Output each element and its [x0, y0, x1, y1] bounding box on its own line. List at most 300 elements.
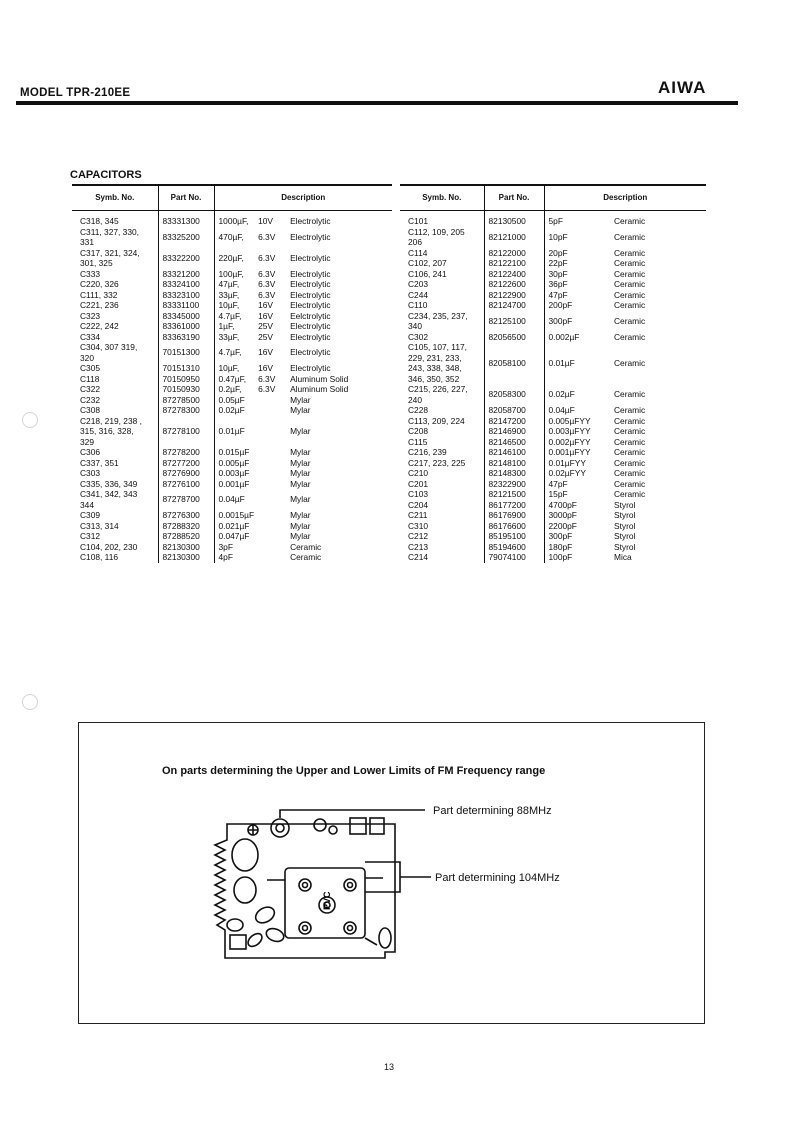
description-cell: 1000µF, [218, 216, 249, 226]
description-cell: 16V [258, 347, 273, 358]
table-row [72, 311, 392, 322]
description-cell: Electrolytic [290, 347, 331, 358]
trimmer-104mhz [299, 879, 311, 891]
description-cell: Mylar [290, 405, 311, 415]
table-row [400, 426, 706, 437]
description-cell: 16V [258, 310, 273, 321]
symbol-cell: C313, 314 [72, 521, 158, 532]
description-cell: 0.005µFYY [548, 415, 591, 426]
symbol-cell: C335, 336, 349 [72, 479, 158, 490]
table-row [72, 279, 392, 290]
symbol-cell: C311, 327, 330, 331 [72, 227, 158, 248]
description-cell: Ceramic [614, 258, 646, 268]
fm-box-title: On parts determining the Upper and Lower Limits of FM Frequency range [162, 765, 546, 777]
part-number-cell: 87278200 [158, 447, 214, 458]
description-cell: 0.02µF [548, 389, 575, 400]
description-cell: Ceramic [614, 489, 646, 499]
table-row [400, 227, 706, 248]
symbol-cell: C337, 351 [72, 458, 158, 469]
table-row [400, 500, 706, 511]
part-number-cell: 82121500 [484, 489, 544, 500]
page-number: 13 [384, 1062, 395, 1072]
description-cell: Ceramic [614, 426, 646, 436]
description-cell: 25V [258, 331, 273, 342]
symbol-cell: C118 [72, 374, 158, 385]
part-number-cell: 83361000 [158, 321, 214, 332]
description-cell: 6.3V [258, 231, 276, 242]
description-cell: Electrolytic [290, 231, 331, 242]
coil-component [232, 839, 258, 871]
description-cell: Ceramic [614, 331, 646, 342]
symbol-cell: C228 [400, 405, 484, 416]
symbol-cell: C204 [400, 500, 484, 511]
part-number-cell: 82056500 [484, 332, 544, 343]
description-cell: 0.05µF [218, 394, 245, 405]
part-number-cell: 83322200 [158, 248, 214, 269]
description-cell: Aluminum Solid [290, 373, 349, 384]
description-cell: Electrolytic [290, 331, 331, 342]
table-row [400, 542, 706, 553]
table-row [400, 531, 706, 542]
description-cell: 10µF, [218, 300, 240, 310]
description-cell: Mylar [290, 494, 311, 505]
part-number-cell: 82148100 [484, 458, 544, 469]
section-title: CAPACITORS [70, 169, 142, 181]
description-cell [254, 479, 286, 490]
part-number-cell: 82058700 [484, 405, 544, 416]
part-number-cell: 86176900 [484, 510, 544, 521]
small-component [370, 818, 384, 834]
part-number-cell: 82147200 [484, 416, 544, 427]
part-number-cell: 87278700 [158, 489, 214, 510]
table-row [72, 332, 392, 343]
description-cell: 0.01µF [218, 426, 245, 436]
description-cell: Electrolytic [290, 268, 331, 279]
part-number-cell: 83321200 [158, 269, 214, 280]
label-104mhz: Part determining 104MHz [435, 872, 560, 884]
part-number-cell: 82058300 [484, 384, 544, 405]
symbol-cell: C110 [400, 300, 484, 311]
part-number-cell: 83323100 [158, 290, 214, 301]
coil-component [234, 877, 256, 903]
symbol-cell: C310 [400, 521, 484, 532]
table-row [400, 211, 706, 227]
description-cell: Styrol [614, 510, 636, 520]
part-number-cell: 82130300 [158, 542, 214, 553]
description-cell: Electrolytic [290, 216, 331, 226]
table-row [400, 248, 706, 259]
symbol-cell: C114 [400, 248, 484, 259]
part-number-cell: 85195100 [484, 531, 544, 542]
symbol-cell: C112, 109, 205 206 [400, 227, 484, 248]
table-row [400, 342, 706, 384]
description-cell: 0.04µF [218, 494, 245, 505]
description-cell: 4700pF [548, 499, 577, 510]
description-cell: 1µF, [218, 321, 235, 331]
table-row [72, 405, 392, 416]
fm-circuit-diagram [205, 800, 605, 975]
symbol-cell: C101 [400, 211, 484, 227]
symbol-cell: C104, 202, 230 [72, 542, 158, 553]
symbol-cell: C218, 219, 238 , 315, 316, 328, 329 [72, 416, 158, 448]
symbol-cell: C323 [72, 311, 158, 322]
description-cell: 100pF [548, 552, 573, 562]
description-cell: Electrolytic [290, 252, 331, 263]
part-number-cell: 82146100 [484, 447, 544, 458]
symbol-cell: C211 [400, 510, 484, 521]
symbol-cell: C333 [72, 269, 158, 280]
symbol-cell: C222, 242 [72, 321, 158, 332]
symbol-cell: C210 [400, 468, 484, 479]
table-row [400, 269, 706, 280]
symbol-cell: C201 [400, 479, 484, 490]
model-label: MODEL TPR-210EE [20, 87, 131, 99]
description-cell: 4pF [218, 552, 233, 562]
part-number-cell: 82122400 [484, 269, 544, 280]
description-cell: Ceramic [614, 389, 646, 400]
symbol-cell: C108, 116 [72, 552, 158, 563]
description-cell: 3pF [218, 541, 233, 552]
part-number-cell: 87288520 [158, 531, 214, 542]
description-cell: 36pF [548, 279, 568, 289]
symbol-cell: C214 [400, 552, 484, 563]
symbol-cell: C111, 332 [72, 290, 158, 301]
col-header-part: Part No. [158, 185, 214, 211]
description-cell: 4.7µF, [218, 310, 242, 321]
part-number-cell: 82122900 [484, 290, 544, 301]
description-cell: 47pF [548, 478, 568, 489]
description-cell: 4.7µF, [218, 347, 242, 358]
description-cell: Mylar [290, 468, 311, 478]
table-row [72, 300, 392, 311]
symbol-cell: C341, 342, 343 344 [72, 489, 158, 510]
table-row [72, 374, 392, 385]
right-capacitor-table [400, 184, 706, 563]
symbol-cell: C322 [72, 384, 158, 395]
table-row [72, 489, 392, 510]
description-cell: Mylar [290, 478, 311, 489]
description-cell: Electrolytic [290, 289, 331, 300]
symbol-cell: C334 [72, 332, 158, 343]
description-cell: 22pF [548, 258, 568, 268]
description-cell: 0.001µFYY [548, 447, 591, 457]
table-row [400, 489, 706, 500]
description-cell: Styrol [614, 541, 636, 552]
description-cell: 0.02µFYY [548, 468, 586, 478]
table-row [400, 416, 706, 427]
symbol-cell: C106, 241 [400, 269, 484, 280]
part-number-cell: 79074100 [484, 552, 544, 563]
description-cell: 0.021µF [218, 520, 250, 531]
description-cell: 0.003µF [218, 468, 250, 478]
description-cell: Mylar [290, 520, 311, 531]
symbol-cell: C216, 239 [400, 447, 484, 458]
table-row [72, 395, 392, 406]
part-number-cell: 87278300 [158, 405, 214, 416]
symbol-cell: C221, 236 [72, 300, 158, 311]
description-cell: 0.2µF, [218, 384, 242, 394]
part-number-cell: 70150930 [158, 384, 214, 395]
description-cell: Electrolytic [290, 363, 331, 373]
table-row [72, 321, 392, 332]
header-rule [16, 101, 738, 105]
part-number-cell: 82122100 [484, 258, 544, 269]
table-row [400, 479, 706, 490]
description-cell: 6.3V [258, 373, 276, 384]
symbol-cell: C115 [400, 437, 484, 448]
description-cell: 10V [258, 216, 273, 226]
part-number-cell: 82125100 [484, 311, 544, 332]
table-row [400, 552, 706, 563]
table-row [72, 468, 392, 479]
table-row [72, 416, 392, 448]
table-row [400, 437, 706, 448]
description-cell: 3000pF [548, 510, 577, 520]
description-cell: 0.47µF, [218, 373, 247, 384]
description-cell: Ceramic [614, 289, 646, 300]
part-number-cell: 82146500 [484, 437, 544, 448]
trimmer-104mhz [344, 879, 356, 891]
symbol-cell: C312 [72, 531, 158, 542]
part-number-cell: 87288320 [158, 521, 214, 532]
symbol-cell: C308 [72, 405, 158, 416]
table-row [400, 311, 706, 332]
coil-component [246, 931, 265, 949]
symbol-cell: C303 [72, 468, 158, 479]
description-cell [254, 510, 286, 521]
description-cell: 220µF, [218, 252, 244, 263]
description-cell: 47pF [548, 289, 568, 300]
table-row [400, 521, 706, 532]
description-cell: Mylar [290, 510, 311, 520]
symbol-cell: C232 [72, 395, 158, 406]
description-cell [254, 405, 286, 416]
description-cell: Ceramic [614, 300, 646, 310]
description-cell: Ceramic [614, 279, 646, 289]
description-cell: 0.047µF [218, 531, 250, 541]
description-cell: 5pF [548, 216, 563, 226]
description-cell: 0.002µF [548, 331, 580, 342]
description-cell: Electrolytic [290, 279, 331, 289]
description-cell: Styrol [614, 531, 636, 541]
description-cell: Ceramic [614, 315, 646, 326]
table-row [72, 542, 392, 553]
table-row [400, 332, 706, 343]
description-cell: 180pF [548, 541, 573, 552]
part-number-cell: 85194600 [484, 542, 544, 553]
table-row [72, 447, 392, 458]
symbol-cell: C113, 209, 224 [400, 416, 484, 427]
description-cell [254, 521, 286, 532]
symbol-cell: C317, 321, 324, 301, 325 [72, 248, 158, 269]
symbol-cell: C213 [400, 542, 484, 553]
description-cell: Ceramic [614, 216, 646, 226]
table-row [72, 211, 392, 227]
description-cell: 470µF, [218, 231, 244, 242]
part-number-cell: 86177200 [484, 500, 544, 511]
table-row [400, 447, 706, 458]
description-cell: 33µF, [218, 331, 240, 342]
description-cell: 15pF [548, 489, 568, 499]
description-cell: 10µF, [218, 363, 240, 373]
description-cell: Electrolytic [290, 321, 331, 331]
part-number-cell: 87276300 [158, 510, 214, 521]
part-number-cell: 82322900 [484, 479, 544, 490]
table-row [400, 300, 706, 311]
table-row [72, 552, 392, 563]
description-cell: Ceramic [614, 415, 646, 426]
table-row [400, 468, 706, 479]
table-row [72, 384, 392, 395]
description-cell: 200pF [548, 300, 573, 310]
symbol-cell: C212 [400, 531, 484, 542]
table-row [400, 290, 706, 301]
symbol-cell: C105, 107, 117, 229, 231, 233, 243, 338, 348, 346, 350, 352 [400, 342, 484, 384]
description-cell: Ceramic [290, 552, 322, 562]
part-number-cell: 83324100 [158, 279, 214, 290]
description-cell: 47µF, [218, 279, 240, 289]
description-cell: Ceramic [614, 436, 646, 447]
part-number-cell: 82124700 [484, 300, 544, 311]
part-number-cell: 83325200 [158, 227, 214, 248]
coil-component [253, 904, 277, 926]
description-cell: 25V [258, 321, 273, 331]
description-cell: 0.01µF [548, 357, 575, 368]
table-row [400, 510, 706, 521]
table-row [72, 510, 392, 521]
col-header-symb: Symb. No. [72, 185, 158, 211]
scan-smudge [22, 694, 38, 710]
symbol-cell: C102, 207 [400, 258, 484, 269]
description-cell [254, 542, 286, 553]
description-cell: 0.0015µF [218, 510, 255, 520]
symbol-cell: C203 [400, 279, 484, 290]
symbol-cell: C244 [400, 290, 484, 301]
symbol-cell: C217, 223, 225 [400, 458, 484, 469]
description-cell: 16V [258, 363, 273, 373]
small-component [350, 818, 366, 834]
description-cell: 100µF, [218, 268, 244, 279]
description-cell: Mylar [290, 457, 311, 468]
table-row [72, 458, 392, 469]
description-cell: 300pF [548, 315, 573, 326]
description-cell: Ceramic [614, 457, 646, 468]
trimmer-coil-88mhz [271, 819, 289, 837]
description-cell: 0.002µFYY [548, 436, 591, 447]
description-cell: 6.3V [258, 279, 276, 289]
description-cell: Ceramic [614, 447, 646, 457]
part-number-cell: 83345000 [158, 311, 214, 322]
col-header-part: Part No. [484, 185, 544, 211]
label-88mhz: Part determining 88MHz [433, 805, 552, 817]
pvc-label: PVC [322, 891, 332, 910]
part-number-cell: 82148300 [484, 468, 544, 479]
description-cell: Ceramic [614, 231, 646, 242]
description-cell: Ceramic [614, 357, 646, 368]
table-row [72, 521, 392, 532]
part-number-cell: 82122000 [484, 248, 544, 259]
description-cell: Mica [614, 552, 632, 562]
description-cell: Eelctrolytic [290, 310, 331, 321]
part-number-cell: 70150950 [158, 374, 214, 385]
part-number-cell: 82121000 [484, 227, 544, 248]
part-number-cell: 83363190 [158, 332, 214, 343]
table-row [72, 342, 392, 363]
description-cell: 6.3V [258, 384, 276, 394]
description-cell: Ceramic [614, 247, 646, 258]
col-header-desc: Description [214, 185, 392, 211]
part-number-cell: 87276900 [158, 468, 214, 479]
table-row [72, 290, 392, 301]
col-header-symb: Symb. No. [400, 185, 484, 211]
part-number-cell: 83331100 [158, 300, 214, 311]
description-cell: 16V [258, 300, 273, 310]
table-row [72, 479, 392, 490]
part-number-cell: 70151310 [158, 363, 214, 374]
coil-component [227, 919, 243, 931]
table-row [72, 227, 392, 248]
description-cell: 0.01µFYY [548, 457, 586, 468]
table-row [72, 248, 392, 269]
part-number-cell: 82058100 [484, 342, 544, 384]
table-row [72, 363, 392, 374]
table-row [400, 384, 706, 405]
brand-logo-text: AIWA [658, 78, 707, 97]
symbol-cell: C304, 307 319, 320 [72, 342, 158, 363]
description-cell [254, 552, 286, 563]
left-capacitor-table [72, 184, 392, 563]
col-header-desc: Description [544, 185, 706, 211]
table-row [400, 458, 706, 469]
description-cell: Ceramic [614, 405, 646, 415]
description-cell: Mylar [290, 394, 311, 405]
symbol-cell: C215, 226, 227, 240 [400, 384, 484, 405]
part-number-cell: 87277200 [158, 458, 214, 469]
description-cell: Mylar [290, 426, 311, 436]
scan-smudge [22, 412, 38, 428]
transistor-component [230, 935, 246, 949]
description-cell: Ceramic [614, 478, 646, 489]
description-cell [254, 489, 286, 510]
symbol-cell: C302 [400, 332, 484, 343]
symbol-cell: C220, 326 [72, 279, 158, 290]
part-number-cell: 87276100 [158, 479, 214, 490]
part-number-cell: 86176600 [484, 521, 544, 532]
table-row [400, 405, 706, 416]
description-cell: 10pF [548, 231, 568, 242]
description-cell: 6.3V [258, 252, 276, 263]
small-component [314, 819, 326, 831]
description-cell: Styrol [614, 499, 636, 510]
description-cell: 0.001µF [218, 478, 250, 489]
description-cell: Mylar [290, 447, 311, 457]
description-cell: 0.003µFYY [548, 426, 591, 436]
description-cell: Styrol [614, 520, 636, 531]
description-cell: Ceramic [290, 541, 322, 552]
symbol-cell: C306 [72, 447, 158, 458]
symbol-cell: C305 [72, 363, 158, 374]
description-cell: 2200pF [548, 520, 577, 531]
description-cell: Electrolytic [290, 300, 331, 310]
description-cell [254, 416, 286, 448]
description-cell: Aluminum Solid [290, 384, 349, 394]
part-number-cell: 87278500 [158, 395, 214, 406]
table-row [72, 269, 392, 280]
table-row [400, 258, 706, 269]
part-number-cell: 82122600 [484, 279, 544, 290]
coil-component [264, 926, 285, 943]
description-cell: 30pF [548, 268, 568, 279]
